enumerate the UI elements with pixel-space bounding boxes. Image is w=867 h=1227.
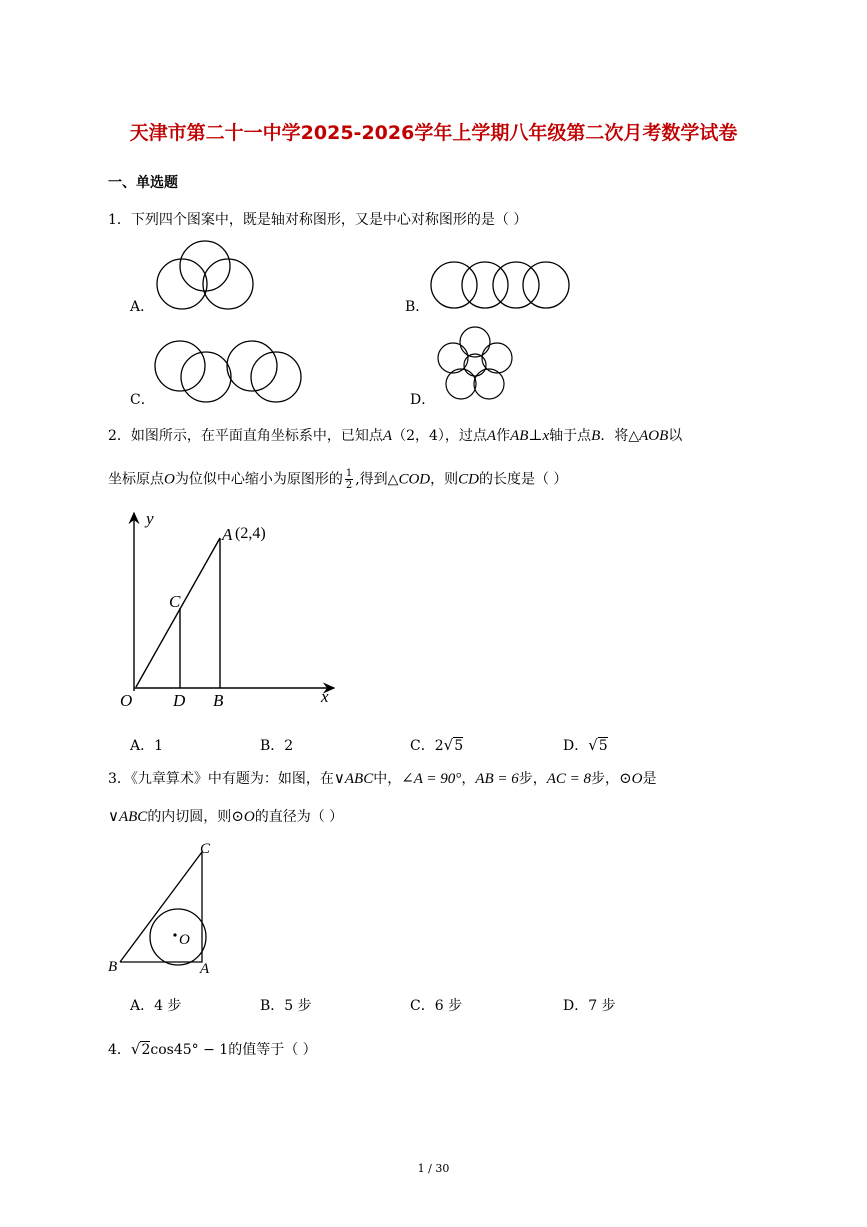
q3-option-b: B．5 步 (260, 998, 312, 1014)
q1-option-d-figure (432, 324, 518, 404)
q1-option-a-figure (150, 238, 260, 316)
q1-option-c-label: C． (130, 392, 155, 408)
y-axis-label: y (146, 509, 154, 528)
question-4: 4．√2cos45° − 1的值等于（ ） (108, 1040, 317, 1058)
x-axis-label: x (321, 687, 329, 706)
fraction-one-half: $\frac{1}{2}$ (345, 468, 353, 491)
q3-option-d: D．7 步 (563, 998, 616, 1014)
vertex-c-label: C (200, 841, 211, 857)
vertex-b-label: B (108, 959, 118, 975)
center-o-label: O (179, 932, 190, 948)
q2-coordinate-figure (112, 505, 352, 713)
section-heading: 一、单选题 (108, 175, 178, 191)
q3-triangle-figure (104, 838, 229, 978)
q1-option-d-label: D． (410, 392, 436, 408)
q2-option-c: C．2√5 (410, 736, 464, 754)
point-a-coordinate: (2,4) (235, 525, 266, 542)
question-3-line-2: ∨ABC的内切圆，则⊙O的直径为（ ） (108, 809, 344, 825)
point-d-label: D (173, 691, 186, 710)
q3-option-c: C．6 步 (410, 998, 463, 1014)
q2-option-b: B．2 (260, 738, 294, 754)
question-1-stem: 1．下列四个图案中，既是轴对称图形，又是中心对称图形的是（ ） (108, 212, 528, 228)
point-c-label: C (169, 592, 181, 611)
point-a-label: A (222, 525, 233, 544)
question-2-line-1: 2．如图所示，在平面直角坐标系中，已知点A（2，4），过点A作AB⊥x轴于点B．将△AOB以 (108, 428, 683, 444)
q1-option-b-label: B． (405, 299, 430, 315)
origin-label: O (120, 691, 133, 710)
q1-option-c-figure (150, 332, 310, 407)
vertex-a-label: A (200, 961, 210, 977)
q3-option-a: A．4 步 (130, 998, 182, 1014)
question-3-line-1: 3．《九章算术》中有题为：如图，在∨ABC中，∠A = 90°，AB = 6步，AC = 8步，⊙O是 (108, 771, 657, 787)
q2-option-d: D．√5 (563, 736, 608, 754)
question-2-line-2: 坐标原点O为位似中心缩小为原图形的 $\frac{1}{2}$ ,得到△COD，则CD的长度是（ ） (108, 468, 568, 491)
page-number: 1 / 30 (417, 1162, 450, 1175)
page-title: 天津市第二十一中学2025-2026学年上学期八年级第二次月考数学试卷 (129, 122, 738, 144)
point-b-label: B (213, 691, 224, 710)
q1-option-a-label: A． (130, 299, 155, 315)
q1-option-b-figure (425, 256, 575, 314)
q2-option-a: A．1 (130, 738, 164, 754)
